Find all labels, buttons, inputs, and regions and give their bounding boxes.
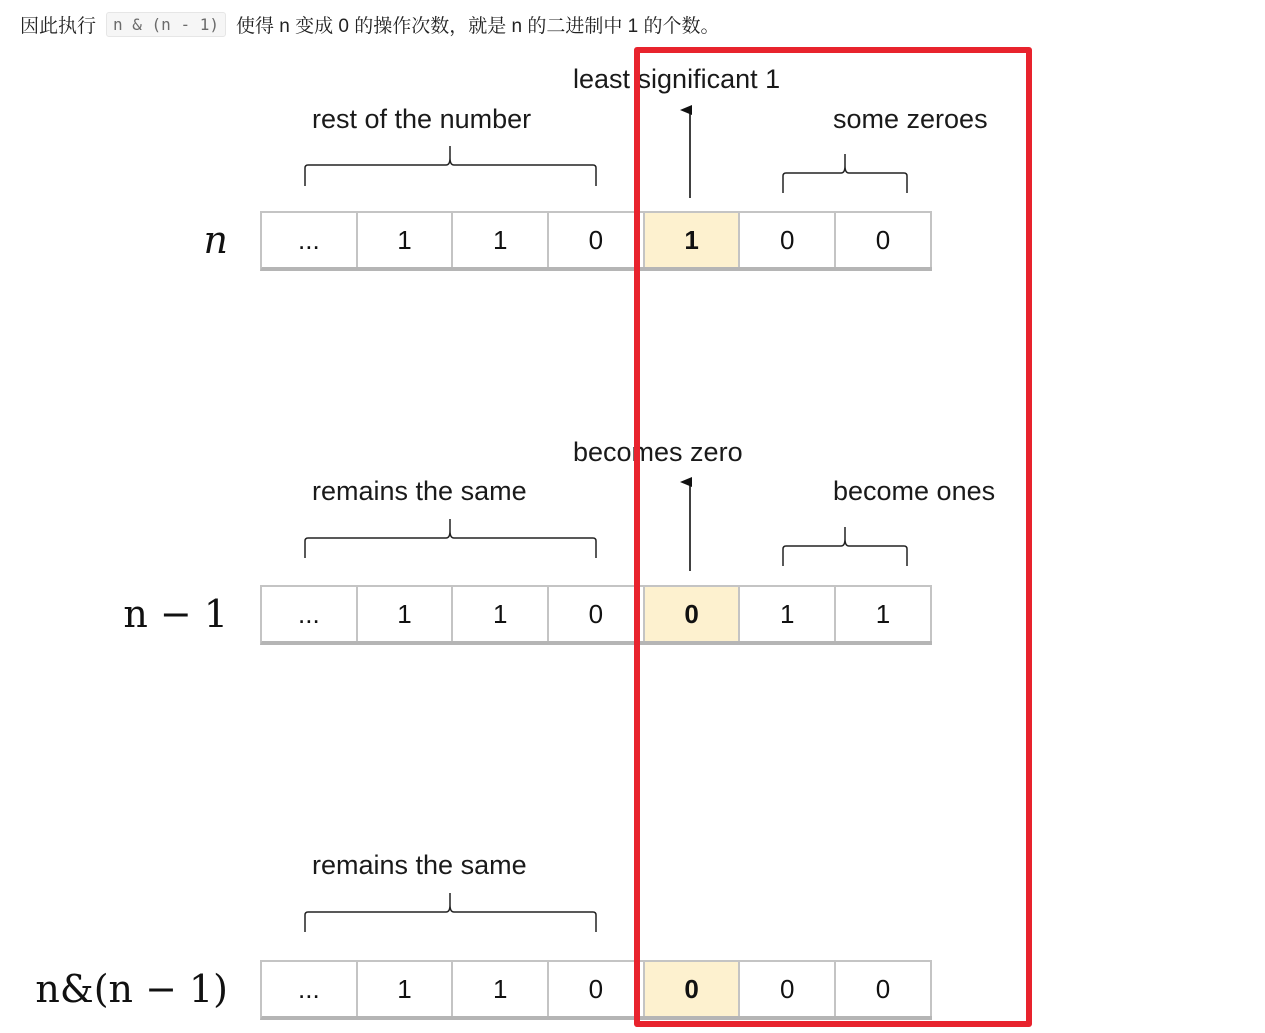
bit-cell: ...: [262, 213, 358, 267]
bit-cell: 0: [836, 213, 932, 267]
bit-cell: 0: [549, 587, 645, 641]
intro-prefix: 因此执行: [20, 15, 97, 37]
label-rest-of-number: rest of the number: [312, 104, 532, 134]
bit-cell: 1: [453, 587, 549, 641]
bit-cell: 0: [740, 213, 836, 267]
brace-remains-the-same-1: [305, 519, 596, 558]
row-label-n: n: [203, 218, 228, 262]
bit-cell: 0: [549, 962, 645, 1016]
label-remains-the-same-1: remains the same: [312, 476, 527, 506]
row-label-n-and-n-minus-1: n&(n − 1): [35, 967, 228, 1011]
inline-code: n & (n - 1): [106, 12, 226, 37]
bit-cell: 1: [358, 587, 454, 641]
intro-suffix: 使得 n 变成 0 的操作次数，就是 n 的二进制中 1 的个数。: [235, 15, 720, 37]
brace-rest-of-number: [305, 146, 596, 186]
bit-cell: 1: [358, 213, 454, 267]
bit-cell-highlighted: 0: [645, 587, 741, 641]
row-label-n-minus-1: n − 1: [123, 592, 228, 636]
bit-cell: 0: [740, 962, 836, 1016]
label-becomes-zero: becomes zero: [573, 437, 743, 467]
label-remains-the-same-2: remains the same: [312, 850, 527, 880]
bit-cell: 0: [836, 962, 932, 1016]
bit-cell: 0: [549, 213, 645, 267]
bit-cell: 1: [740, 587, 836, 641]
label-least-significant-1: least significant 1: [573, 64, 781, 94]
bit-cell: ...: [262, 962, 358, 1016]
bit-cell-highlighted: 1: [645, 213, 741, 267]
label-some-zeroes: some zeroes: [833, 104, 988, 134]
bit-cell: 1: [453, 962, 549, 1016]
brace-remains-the-same-2: [305, 893, 596, 932]
bit-cell: 1: [453, 213, 549, 267]
label-become-ones: become ones: [833, 476, 996, 506]
bit-cell-highlighted: 0: [645, 962, 741, 1016]
bit-cell: 1: [836, 587, 932, 641]
red-highlight-box: [634, 47, 1032, 1027]
bit-cell: ...: [262, 587, 358, 641]
bit-cell: 1: [358, 962, 454, 1016]
